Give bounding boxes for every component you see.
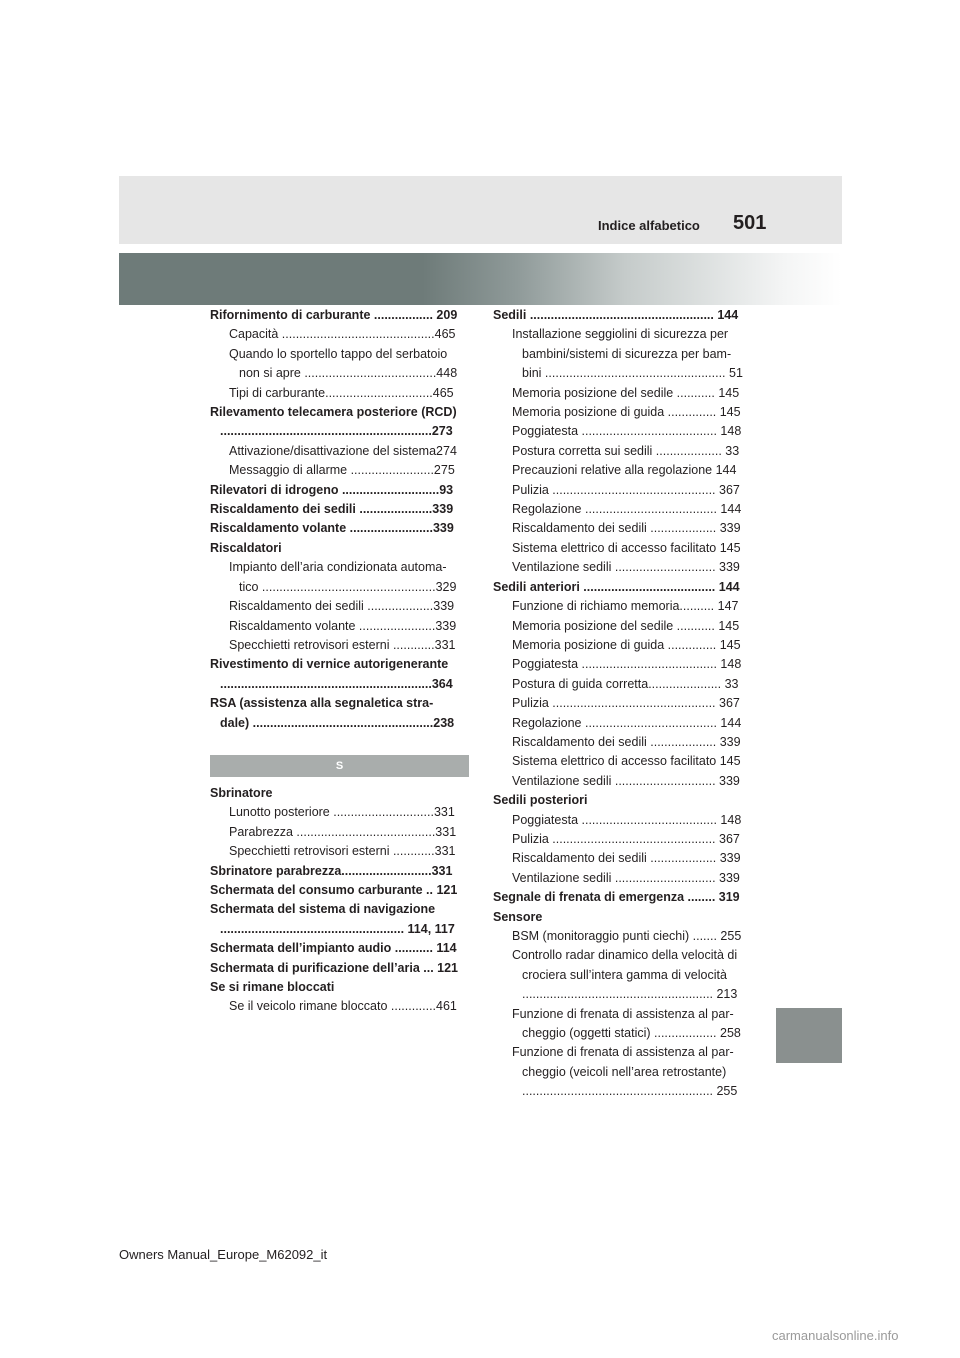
index-entry: Schermata dell’impianto audio ........... 114: [210, 941, 457, 956]
index-entry: Poggiatesta ....................................... 148: [512, 424, 742, 439]
index-entry: Pulizia ............................................... 367: [512, 482, 740, 497]
chapter-tab: [776, 1008, 842, 1063]
index-entry: cheggio (veicoli nell’area retrostante): [522, 1064, 727, 1079]
index-entry: Controllo radar dinamico della velocità di: [512, 948, 738, 963]
index-entry: Schermata del consumo carburante .. 121: [210, 883, 458, 898]
index-entry: Sistema elettrico di accesso facilitato 145: [512, 754, 741, 769]
index-entry: Specchietti retrovisori esterni ............331: [229, 844, 456, 859]
index-entry: Memoria posizione del sedile ........... 145: [512, 618, 740, 633]
index-entry: Poggiatesta ....................................... 148: [512, 812, 742, 827]
index-entry: ..................................................... 114, 117: [220, 921, 455, 936]
index-entry: Rivestimento di vernice autorigenerante: [210, 657, 449, 672]
index-entry: Sbrinatore: [210, 786, 273, 800]
index-entry: Capacità ............................................465: [229, 327, 456, 342]
index-entry: Tipi di carburante...............................465: [229, 385, 454, 400]
index-entry: Riscaldamento dei sedili ................... 339: [512, 521, 741, 536]
index-entry: Rilevatori di idrogeno ............................93: [210, 482, 454, 497]
index-entry: Parabrezza ........................................331: [229, 824, 457, 839]
index-entry: Riscaldamento dei sedili ...................339: [229, 599, 455, 614]
index-entry: bini .................................................... 51: [522, 366, 743, 381]
index-entry: Precauzioni relative alla regolazione 144: [512, 463, 737, 478]
index-entry: Impianto dell’aria condizionata automa-: [229, 560, 447, 575]
index-entry: Pulizia ............................................... 367: [512, 696, 740, 711]
index-entry: Postura di guida corretta..................... 33: [512, 676, 739, 691]
index-entry: Sistema elettrico di accesso facilitato 145: [512, 540, 741, 555]
index-entry: Pulizia ............................................... 367: [512, 831, 740, 846]
header-gradient-bar: [119, 253, 842, 305]
index-entry: Se si rimane bloccati: [210, 980, 335, 995]
page-number: 501: [733, 212, 767, 234]
index-entry: .............................................................364: [220, 676, 453, 691]
index-entry: Regolazione ...................................... 144: [512, 715, 742, 730]
index-entry: Memoria posizione di guida .............. 145: [512, 637, 741, 652]
index-entry: Rifornimento di carburante ................. 209: [210, 308, 458, 322]
index-entry: Sedili anteriori ...................................... 144: [493, 579, 740, 594]
index-entry: ....................................................... 213: [522, 987, 738, 1002]
index-entry: Sbrinatore parabrezza..........................331: [210, 863, 453, 878]
index-entry: Specchietti retrovisori esterni ............331: [229, 637, 456, 652]
index-entry: bambini/sistemi di sicurezza per bam-: [522, 346, 732, 361]
index-entry: Sensore: [493, 909, 543, 924]
index-entry: Attivazione/disattivazione del sistema274: [229, 443, 457, 458]
index-entry: Memoria posizione del sedile ........... 145: [512, 385, 740, 400]
index-entry: Ventilazione sedili ............................. 339: [512, 560, 740, 575]
index-entry: Schermata del sistema di navigazione: [210, 902, 436, 917]
index-entry: Memoria posizione di guida .............. 145: [512, 405, 741, 420]
index-entry: Funzione di richiamo memoria.......... 147: [512, 599, 739, 614]
watermark: carmanualsonline.info: [772, 1328, 899, 1343]
section-title: Indice alfabetico: [598, 218, 700, 233]
index-entry: dale) ....................................................238: [220, 715, 455, 730]
index-entry: Sedili ..................................................... 144: [493, 308, 739, 322]
index-entry: BSM (monitoraggio punti ciechi) ....... 255: [512, 929, 742, 943]
index-entry: Funzione di frenata di assistenza al par-: [512, 1006, 734, 1021]
index-entry: Rilevamento telecamera posteriore (RCD): [210, 405, 457, 420]
index-entry: non si apre ......................................448: [239, 366, 458, 381]
index-column-left: [210, 306, 472, 733]
index-entry: Poggiatesta ....................................... 148: [512, 657, 742, 672]
index-entry: Installazione seggiolini di sicurezza per: [512, 327, 729, 342]
index-entry: crociera sull’intera gamma di velocità: [522, 967, 727, 982]
index-entry: ....................................................... 255: [522, 1084, 738, 1099]
index-entry: Ventilazione sedili ............................. 339: [512, 870, 740, 885]
index-entry: Ventilazione sedili ............................. 339: [512, 773, 740, 788]
index-entry: Riscaldamento volante ......................339: [229, 618, 457, 633]
index-entry: RSA (assistenza alla segnaletica stra-: [210, 696, 434, 711]
index-entry: Messaggio di allarme ........................275: [229, 463, 455, 478]
index-entry: Quando lo sportello tappo del serbatoio: [229, 346, 448, 361]
index-entry: Funzione di frenata di assistenza al par-: [512, 1045, 734, 1060]
index-entry: Postura corretta sui sedili ................... 33: [512, 443, 740, 458]
index-entry: Riscaldamento dei sedili .....................339: [210, 502, 454, 517]
index-entry: Lunotto posteriore .............................331: [229, 805, 455, 820]
index-column-right: [493, 306, 755, 1102]
index-entry: Schermata di purificazione dell’aria ... 121: [210, 960, 459, 975]
index-entry: Riscaldamento dei sedili ................... 339: [512, 851, 741, 866]
footer-manual-id: Owners Manual_Europe_M62092_it: [119, 1247, 328, 1262]
index-entry: Segnale di frenata di emergenza ........ 319: [493, 890, 740, 905]
letter-section-header: S: [210, 755, 469, 777]
index-entry: Regolazione ...................................... 144: [512, 502, 742, 517]
index-entry: Sedili posteriori: [493, 793, 588, 808]
index-entry: tico ..................................................329: [239, 579, 457, 594]
index-entry: Riscaldamento dei sedili ................... 339: [512, 734, 741, 749]
index-entry: Se il veicolo rimane bloccato .............461: [229, 999, 457, 1014]
index-entry: cheggio (oggetti statici) .................. 258: [522, 1026, 741, 1041]
index-entry: Riscaldamento volante ........................339: [210, 521, 454, 536]
index-entry: Riscaldatori: [210, 540, 282, 555]
index-entry: .............................................................273: [220, 424, 453, 439]
index-column-left-s: [210, 784, 472, 1017]
